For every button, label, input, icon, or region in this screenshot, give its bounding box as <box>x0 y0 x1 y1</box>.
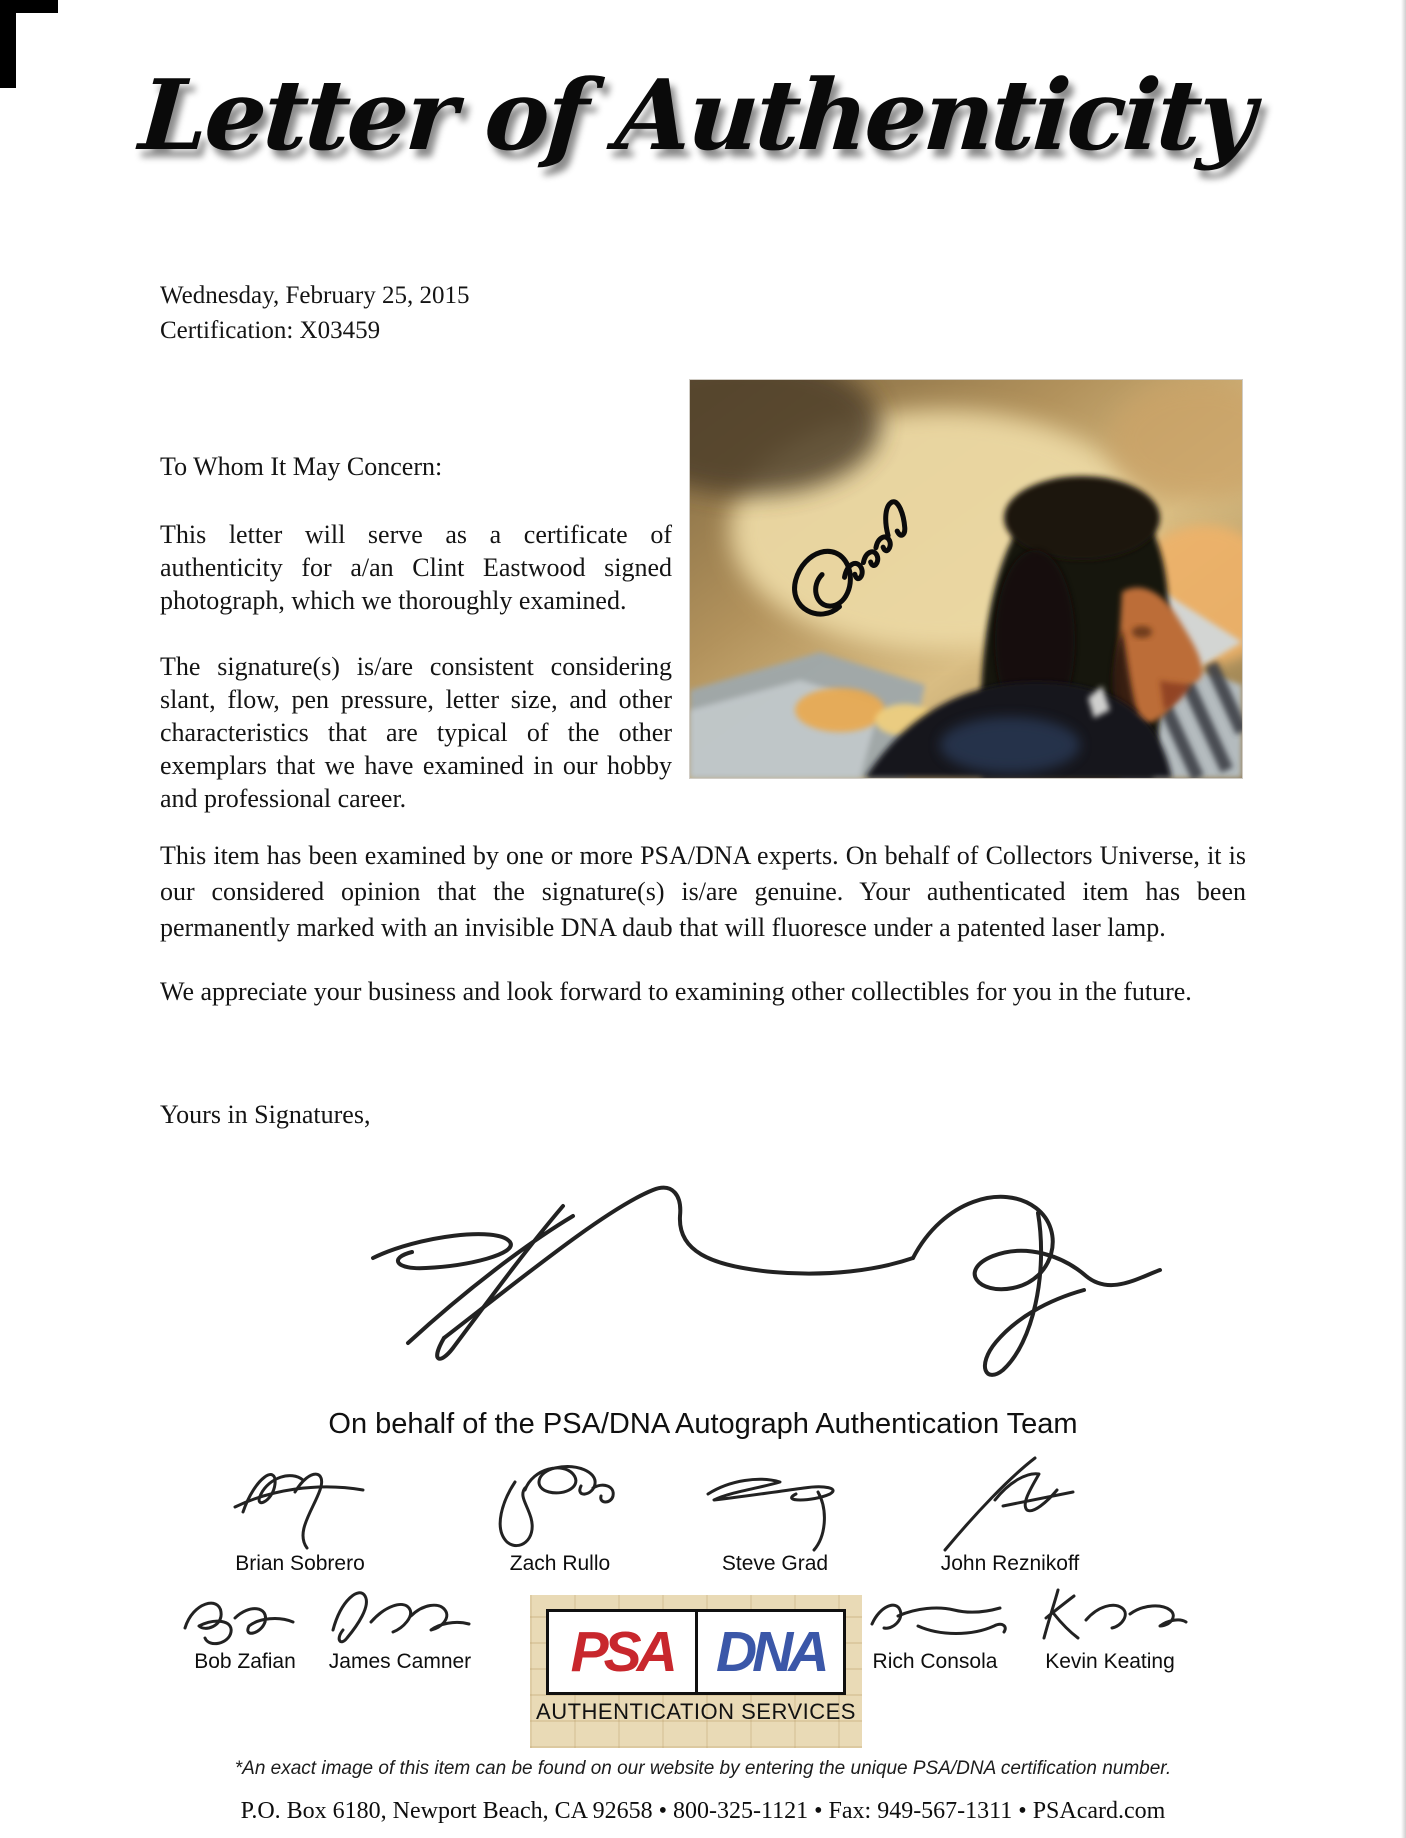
signer-name: Brian Sobrero <box>235 1552 365 1575</box>
signed-photograph-image <box>690 380 1242 778</box>
signer-name: Kevin Keating <box>1045 1650 1175 1673</box>
signature-james-camner <box>315 1580 485 1650</box>
signer-name: Zach Rullo <box>509 1552 611 1575</box>
signer-block-rich-consola <box>845 1588 1025 1674</box>
psa-dna-logo <box>530 1595 862 1748</box>
scan-edge-shade <box>1401 0 1406 1838</box>
signature-rich-consola <box>860 1588 1010 1650</box>
closing-line: Yours in Signatures, <box>160 1100 371 1129</box>
signature-steve-grad <box>700 1452 850 1552</box>
body-paragraph-2: The signature(s) is/are consistent considering slant, flow, pen pressure, letter size, and other characteristics that are typical of the other exemplars that we have examined in our hobby and professional career. <box>160 652 672 813</box>
body-paragraph-1: This letter will serve as a certificate of authenticity for a/an Clint Eastwood signed photograph, which we thoroughly examined. <box>160 520 672 615</box>
signed-photograph <box>690 380 1242 778</box>
body-paragraph-4: We appreciate your business and look forward to examining other collectibles for you in the future. <box>160 977 1192 1006</box>
letter-body-left-column <box>160 450 672 848</box>
psa-logo-text-dna: DNA <box>716 1619 825 1684</box>
signer-name: John Reznikoff <box>940 1552 1080 1575</box>
psa-logo-text-psa: PSA <box>549 1612 698 1692</box>
signature-john-reznikoff <box>935 1452 1085 1552</box>
footnote-line: *An exact image of this item can be found on our website by entering the unique PSA/DNA certification number. <box>234 1758 1172 1779</box>
signer-block-john-reznikoff <box>915 1452 1105 1576</box>
logo-subtitle: AUTHENTICATION SERVICES <box>536 1699 856 1724</box>
signer-name: Bob Zafian <box>194 1650 296 1673</box>
date-certification-block <box>160 278 470 348</box>
date-line: Wednesday, February 25, 2015 <box>160 282 470 309</box>
psa-dna-logo-box <box>546 1609 846 1695</box>
footer-contact-line: P.O. Box 6180, Newport Beach, CA 92658 • 800-325-1121 • Fax: 949-567-1311 • PSAcard.com <box>240 1798 1166 1824</box>
page-title: Letter of Authenticity <box>136 58 1257 172</box>
signer-block-james-camner <box>300 1580 500 1674</box>
signer-name: James Camner <box>328 1650 472 1673</box>
signer-block-kevin-keating <box>1015 1582 1205 1674</box>
salutation: To Whom It May Concern: <box>160 452 443 481</box>
signer-block-brian-sobrero <box>205 1452 395 1576</box>
signature-bob-zafian <box>175 1588 315 1650</box>
scan-artifact-top <box>0 0 58 13</box>
signature-kevin-keating <box>1030 1582 1190 1650</box>
signature-zach-rullo <box>485 1452 635 1552</box>
authenticator-main-signature <box>348 1158 1170 1393</box>
signer-name: Rich Consola <box>872 1650 998 1673</box>
signer-block-steve-grad <box>680 1452 870 1576</box>
body-paragraph-3: This item has been examined by one or more PSA/DNA experts. On behalf of Collectors Universe, it is our considered opinion that the signature(s) is/are genuine. Your authenticated item has been permanently marked with an invisible DNA daub that will fluoresce under a patented laser lamp. <box>160 841 1246 942</box>
team-attribution-line: On behalf of the PSA/DNA Autograph Authentication Team <box>328 1408 1078 1440</box>
signer-name: Steve Grad <box>721 1552 829 1575</box>
signer-block-zach-rullo <box>465 1452 655 1576</box>
signature-brian-sobrero <box>225 1452 375 1552</box>
certification-number-line: Certification: X03459 <box>160 317 381 344</box>
scan-artifact-left <box>0 0 16 88</box>
letter-body-full-width <box>160 838 1246 1038</box>
